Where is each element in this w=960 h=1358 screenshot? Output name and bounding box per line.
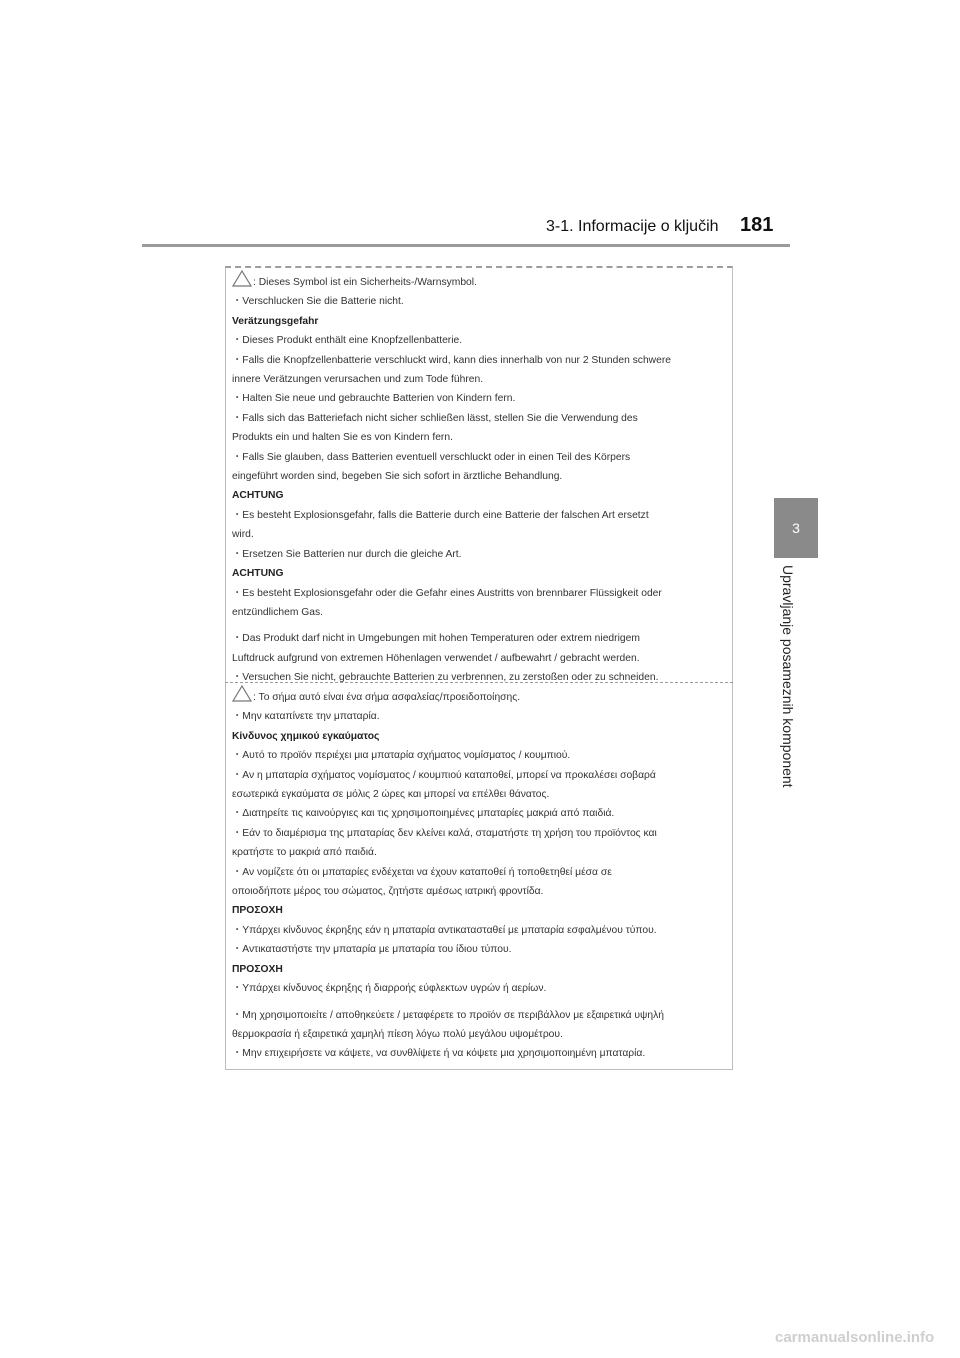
german-line: wird. <box>232 529 254 541</box>
greek-line: ・Αυτό το προϊόν περιέχει μια μπαταρία σχήματος νομίσματος / κουμπιού. <box>232 750 571 762</box>
greek-line: ・Αντικαταστήστε την μπαταρία με μπαταρία του ίδιου τύπου. <box>232 944 512 956</box>
greek-heading: Κίνδυνος χημικού εγκαύματος <box>232 730 380 742</box>
greek-line: ・Αν η μπαταρία σχήματος νομίσματος / κουμπιού καταποθεί, μπορεί να προκαλέσει σοβαρά <box>232 769 656 781</box>
greek-line: ・Υπάρχει κίνδυνος έκρηξης ή διαρροής εύφλεκτων υγρών ή αερίων. <box>232 983 547 995</box>
german-notice <box>232 270 726 688</box>
german-line: innere Verätzungen verursachen und zum Tode führen. <box>232 374 484 386</box>
greek-line: ・Μην καταπίνετε την μπαταρία. <box>232 711 380 723</box>
german-line: ・Falls die Knopfzellenbatterie verschluckt wird, kann dies innerhalb von nur 2 Stunden schwere <box>232 354 672 366</box>
header-rule <box>142 244 790 247</box>
german-line: ・Das Produkt darf nicht in Umgebungen mit hohen Temperaturen oder extrem niedrigem <box>232 633 640 645</box>
german-line: ・Es besteht Explosionsgefahr oder die Gefahr eines Austritts von brennbarer Flüssigkeit oder <box>232 587 662 599</box>
german-line: ・Falls sich das Batteriefach nicht sicher schließen lässt, stellen Sie die Verwendung des <box>232 412 638 424</box>
greek-line: θερμοκρασία ή εξαιρετικά χαμηλή πίεση λόγω πολύ μεγάλου υψομέτρου. <box>232 1028 563 1040</box>
greek-line: ・Εάν το διαμέρισμα της μπαταρίας δεν κλείνει καλά, σταματήστε τη χρήση του προϊόντος και <box>232 827 657 839</box>
german-symbol-line: : Dieses Symbol ist ein Sicherheits-/Warnsymbol. <box>232 270 726 292</box>
greek-line: ・Διατηρείτε τις καινούργιες και τις χρησιμοποιημένες μπαταρίες μακριά από παιδιά. <box>232 808 615 820</box>
german-line: ・Dieses Produkt enthält eine Knopfzellenbatterie. <box>232 335 463 347</box>
german-heading: ACHTUNG <box>232 490 284 502</box>
greek-notice <box>232 685 726 1064</box>
greek-symbol-line: : Το σήμα αυτό είναι ένα σήμα ασφαλείας/προειδοποίησης. <box>232 685 726 707</box>
german-line: entzündlichem Gas. <box>232 606 324 618</box>
greek-heading: ΠΡΟΣΟΧΗ <box>232 963 283 975</box>
german-line: ・Falls Sie glauben, dass Batterien eventuell verschluckt oder in einen Teil des Körpers <box>232 451 631 463</box>
german-heading: ACHTUNG <box>232 568 284 580</box>
warning-triangle-icon <box>232 270 252 287</box>
page-number: 181 <box>740 214 774 236</box>
german-line: eingeführt worden sind, begeben Sie sich sofort in ärztliche Behandlung. <box>232 471 563 483</box>
greek-line: εσωτερικά εγκαύματα σε μόλις 2 ώρες και μπορεί να επέλθει θάνατος. <box>232 789 550 801</box>
greek-line: οποιοδήποτε μέρος του σώματος, ζητήστε αμέσως ιατρική φροντίδα. <box>232 886 544 898</box>
greek-line: ・Μη χρησιμοποιείτε / αποθηκεύετε / μεταφέρετε το προϊόν σε περιβάλλον με εξαιρετικά υψηλή <box>232 1009 665 1021</box>
greek-line: ・Αν νομίζετε ότι οι μπαταρίες ενδέχεται να έχουν καταποθεί ή τοποθετηθεί μέσα σε <box>232 866 612 878</box>
german-line: ・Verschlucken Sie die Batterie nicht. <box>232 296 404 308</box>
chapter-tab <box>774 498 818 558</box>
chapter-tab-number: 3 <box>792 520 800 536</box>
section-title: 3-1. Informacije o ključih <box>546 218 719 235</box>
german-line: ・Halten Sie neue und gebrauchte Batterien von Kindern fern. <box>232 393 516 405</box>
greek-line: κρατήστε το μακριά από παιδιά. <box>232 847 377 859</box>
warning-triangle-icon <box>232 685 252 702</box>
greek-line: ・Μην επιχειρήσετε να κάψετε, να συνθλίψετε ή να κόψετε μια χρησιμοποιημένη μπαταρία. <box>232 1048 646 1060</box>
german-line: ・Ersetzen Sie Batterien nur durch die gleiche Art. <box>232 548 462 560</box>
german-line: Luftdruck aufgrund von extremen Höhenlagen verwendet / aufbewahrt / gebracht werden. <box>232 652 640 664</box>
greek-heading: ΠΡΟΣΟΧΗ <box>232 905 283 917</box>
chapter-side-label: Upravljanje posameznih komponent <box>780 565 796 788</box>
german-heading: Verätzungsgefahr <box>232 315 319 327</box>
german-line: ・Es besteht Explosionsgefahr, falls die Batterie durch eine Batterie der falschen Art ersetzt <box>232 509 649 521</box>
german-line: Produkts ein und halten Sie es von Kindern fern. <box>232 432 453 444</box>
german-line: ・Versuchen Sie nicht, gebrauchte Batterien zu verbrennen, zu zerstoßen oder zu schneiden. <box>232 672 659 684</box>
greek-line: ・Υπάρχει κίνδυνος έκρηξης εάν η μπαταρία αντικατασταθεί με μπαταρία εσφαλμένου τύπου. <box>232 924 657 936</box>
watermark: carmanualsonline.info <box>775 1329 935 1346</box>
